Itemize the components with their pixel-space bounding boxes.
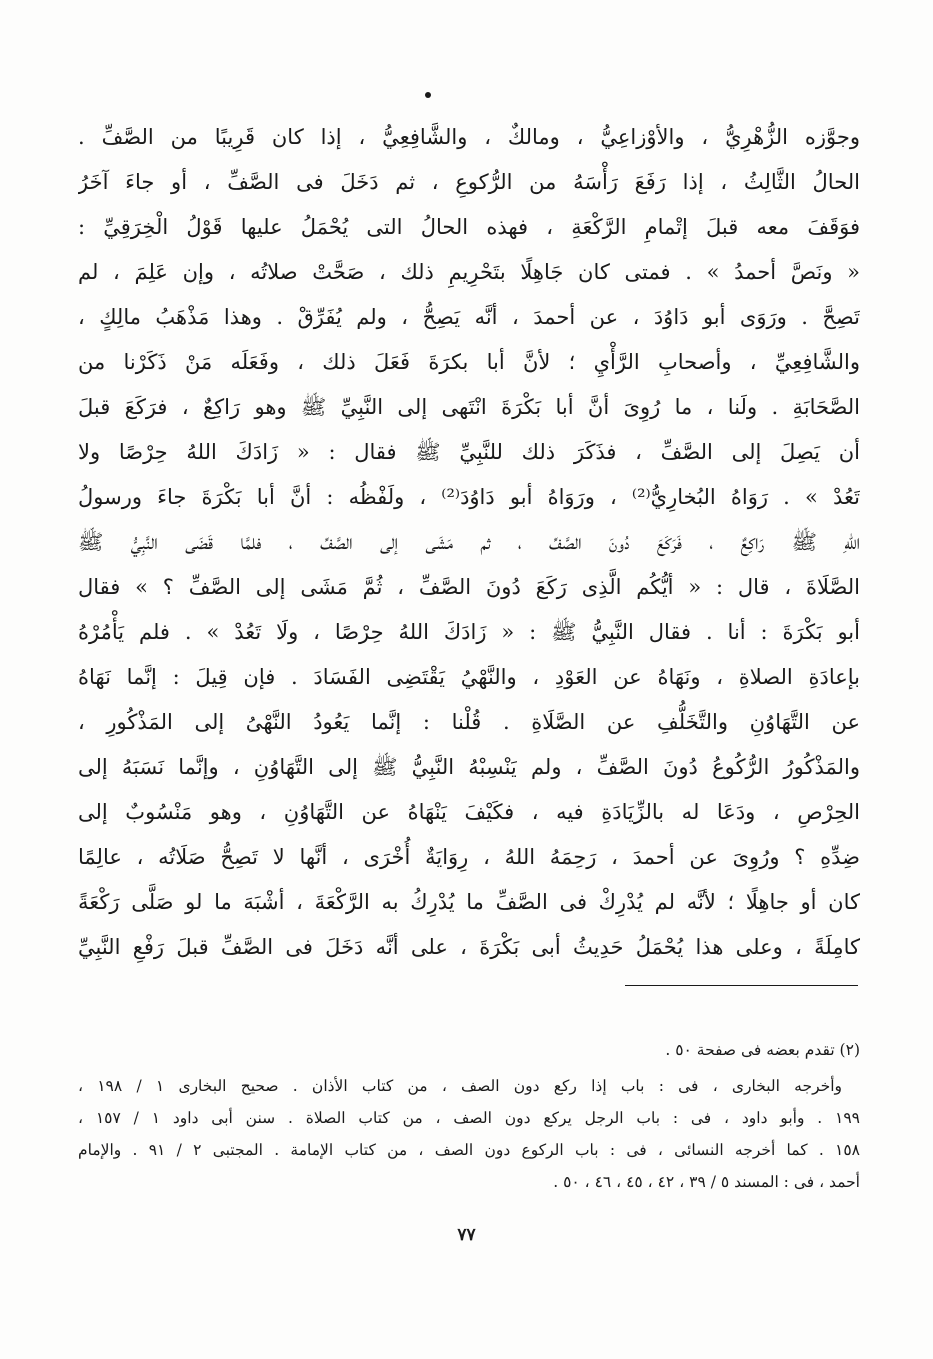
- top-dot-mark: [425, 92, 431, 98]
- text-line: الحالُ الثَّالِثُ ، إذا رَفَعَ رَأْسَهُ من الرُّكوعِ ، ثم دَخَلَ فى الصَّفِّ ، أو جاءَ آخَرُ: [78, 170, 860, 194]
- text-line: تَعُدْ » . رَوَاهُ البُخارِيُّ⁽²⁾ ، ورَوَاهُ أبو دَاوُدَ⁽²⁾ ، ولَفْظُه : أنَّ أبا بَكْرَةَ جاءَ ورسولُ: [78, 485, 860, 509]
- text-line: « ونَصَّ أحمدُ » . فمتى كان جَاهِلًا بتَحْرِيمِ ذلك ، صَحَّتْ صلاتُه ، وإن عَلِمَ ، لم: [78, 260, 860, 284]
- text-line: بإعادَةِ الصلاةِ ، ونَهَاهُ عن العَوْدِ ، والنَّهْيُ يَقْتَضِى الفَسَادَ . فإن قِيلَ : إنَّما نَهَاهُ: [78, 665, 860, 689]
- text-line: والشَّافِعِيِّ ، وأصحابِ الرَّأْيِ ؛ لأنَّ أبا بكرَةَ فَعَلَ ذلك ، وفَعَلَه مَنْ ذَكَرْنا من: [78, 350, 860, 374]
- text-line: كامِلَةً ، وعلى هذا يُحْمَلُ حَدِيثُ أبى بَكْرَةَ ، على أنَّه دَخَلَ فى الصَّفِّ قبلَ رَفْعِ النَّبِيِّ: [78, 935, 860, 959]
- text-line: فوَقَفَ معه قبلَ إتْمامِ الرَّكْعَةِ ، فهذه الحالُ التى يُحْمَلُ عليها قَوْلُ الْخِرَقِيِّ :: [78, 215, 860, 239]
- text-line: كان أو جاهِلًا ؛ لأنَّه لم يُدْرِكْ فى الصَّفِّ ما يُدْرِكُ به الرَّكْعَةَ ، أشْبَهَ ما لو صَلَّى رَكْعَةً: [78, 890, 860, 914]
- footnote-line: ١٥٨ . كما أخرجه النسائى ، فى : باب الركوع دون الصف ، من كتاب الإمامة . المجتبى ٢ / ٩١ . والإمام: [78, 1141, 860, 1159]
- text-line: الحِرْصِ ، ودَعَا له بالزِّيَادَةِ فيه ، فكَيْفَ يَنْهَاهُ عن التَّهَاوُنِ ، وهو مَنْسُوبٌ إلى: [78, 800, 860, 824]
- footnote-heading: (٢) تقدم بعضه فى صفحة ٥٠ .: [665, 1041, 860, 1059]
- footnotes: [78, 1030, 860, 1198]
- text-line: أن يَصِلَ إلى الصَّفِّ ، فذَكَرَ ذلك للنَّبِيِّ ﷺ فقال : « زَادَكَ اللهُ حِرْصًا ولا: [78, 440, 860, 464]
- page-number: ٧٧: [457, 1225, 476, 1245]
- text-line: وجوَّزه الزُّهْرِيُّ ، والأوْزاعِيُّ ، ومالكٌ ، والشَّافِعِيُّ ، إذا كان قَرِيبًا من الصَّفِّ .: [78, 125, 860, 149]
- footnote-line: وأخرجه البخارى ، فى : باب إذا ركع دون الصف ، من كتاب الأذان . صحيح البخارى ١ / ١٩٨ ،: [78, 1077, 843, 1095]
- text-line: الصَّلَاةَ ، قال : « أيُّكُم الَّذِى رَكَعَ دُونَ الصَّفِّ ، ثُمَّ مَشَى إلى الصَّفِّ ؟ » فقال: [78, 575, 860, 599]
- text-line: تَصِحَّ . ورَوَى أبو دَاوُدَ ، عن أحمدَ ، أنَّه يَصِحُّ ، ولم يُفَرِّقْ . وهذا مَذْهَبُ مالِكٍ ،: [78, 305, 860, 329]
- text-line: أبو بَكْرَةَ : أنا . فقال النَّبِيُّ ﷺ : « زَادَكَ اللهُ حِرْصًا ، ولَا تَعُدْ » . فلم يَأْمُرْهُ: [78, 620, 860, 644]
- main-text: [78, 115, 860, 970]
- text-line: والمَذْكُورُ الرُّكُوعُ دُونَ الصَّفِّ ، ولم يَنْسِبْهُ النَّبِيُّ ﷺ إلى التَّهَاوُنِ ، وإنَّما نَسَبَهُ إلى: [78, 755, 860, 779]
- text-line: اللهِ ﷺ رَاكِعٌ ، فَرَكَعَ دُونَ الصَّفِّ ، ثم مَشَى إلى الصَّفِّ ، فلمَّا قَضَى النَّبِيُّ ﷺ: [78, 530, 860, 554]
- text-line: عن التَّهَاوُنِ والتَّخَلُّفِ عن الصَّلَاةِ . قُلْنا : إنَّما يَعُودُ النَّهْىُ إلى المَذْكُورِ ،: [78, 710, 860, 734]
- text-line: الصَّحَابَةِ . ولَنا ، ما رُوِىَ أنَّ أبا بَكْرَةَ انْتَهى إلى النَّبِيِّ ﷺ وهو رَاكِعٌ ، فرَكَعَ قبلَ: [78, 395, 860, 419]
- footnote-line: ١٩٩ . وأبو داود ، فى : باب الرجل يركع دون الصف ، من كتاب الصلاة . سنن أبى داود ١ / ١٥٧ ،: [78, 1109, 860, 1127]
- text-line: ضِدِّهِ ؟ ورُوِىَ عن أحمدَ ، رَحِمَهُ اللهُ ، رِوَايَةٌ أُخْرَى ، أنَّها لا تَصِحُّ صَلَاتُه ، عالِمًا: [78, 845, 860, 869]
- footnote-separator: [625, 985, 858, 986]
- footnote-line: أحمد ، فى : المسند ٥ / ٣٩ ، ٤٢ ، ٤٥ ، ٤٦ ، ٥٠ .: [553, 1173, 860, 1191]
